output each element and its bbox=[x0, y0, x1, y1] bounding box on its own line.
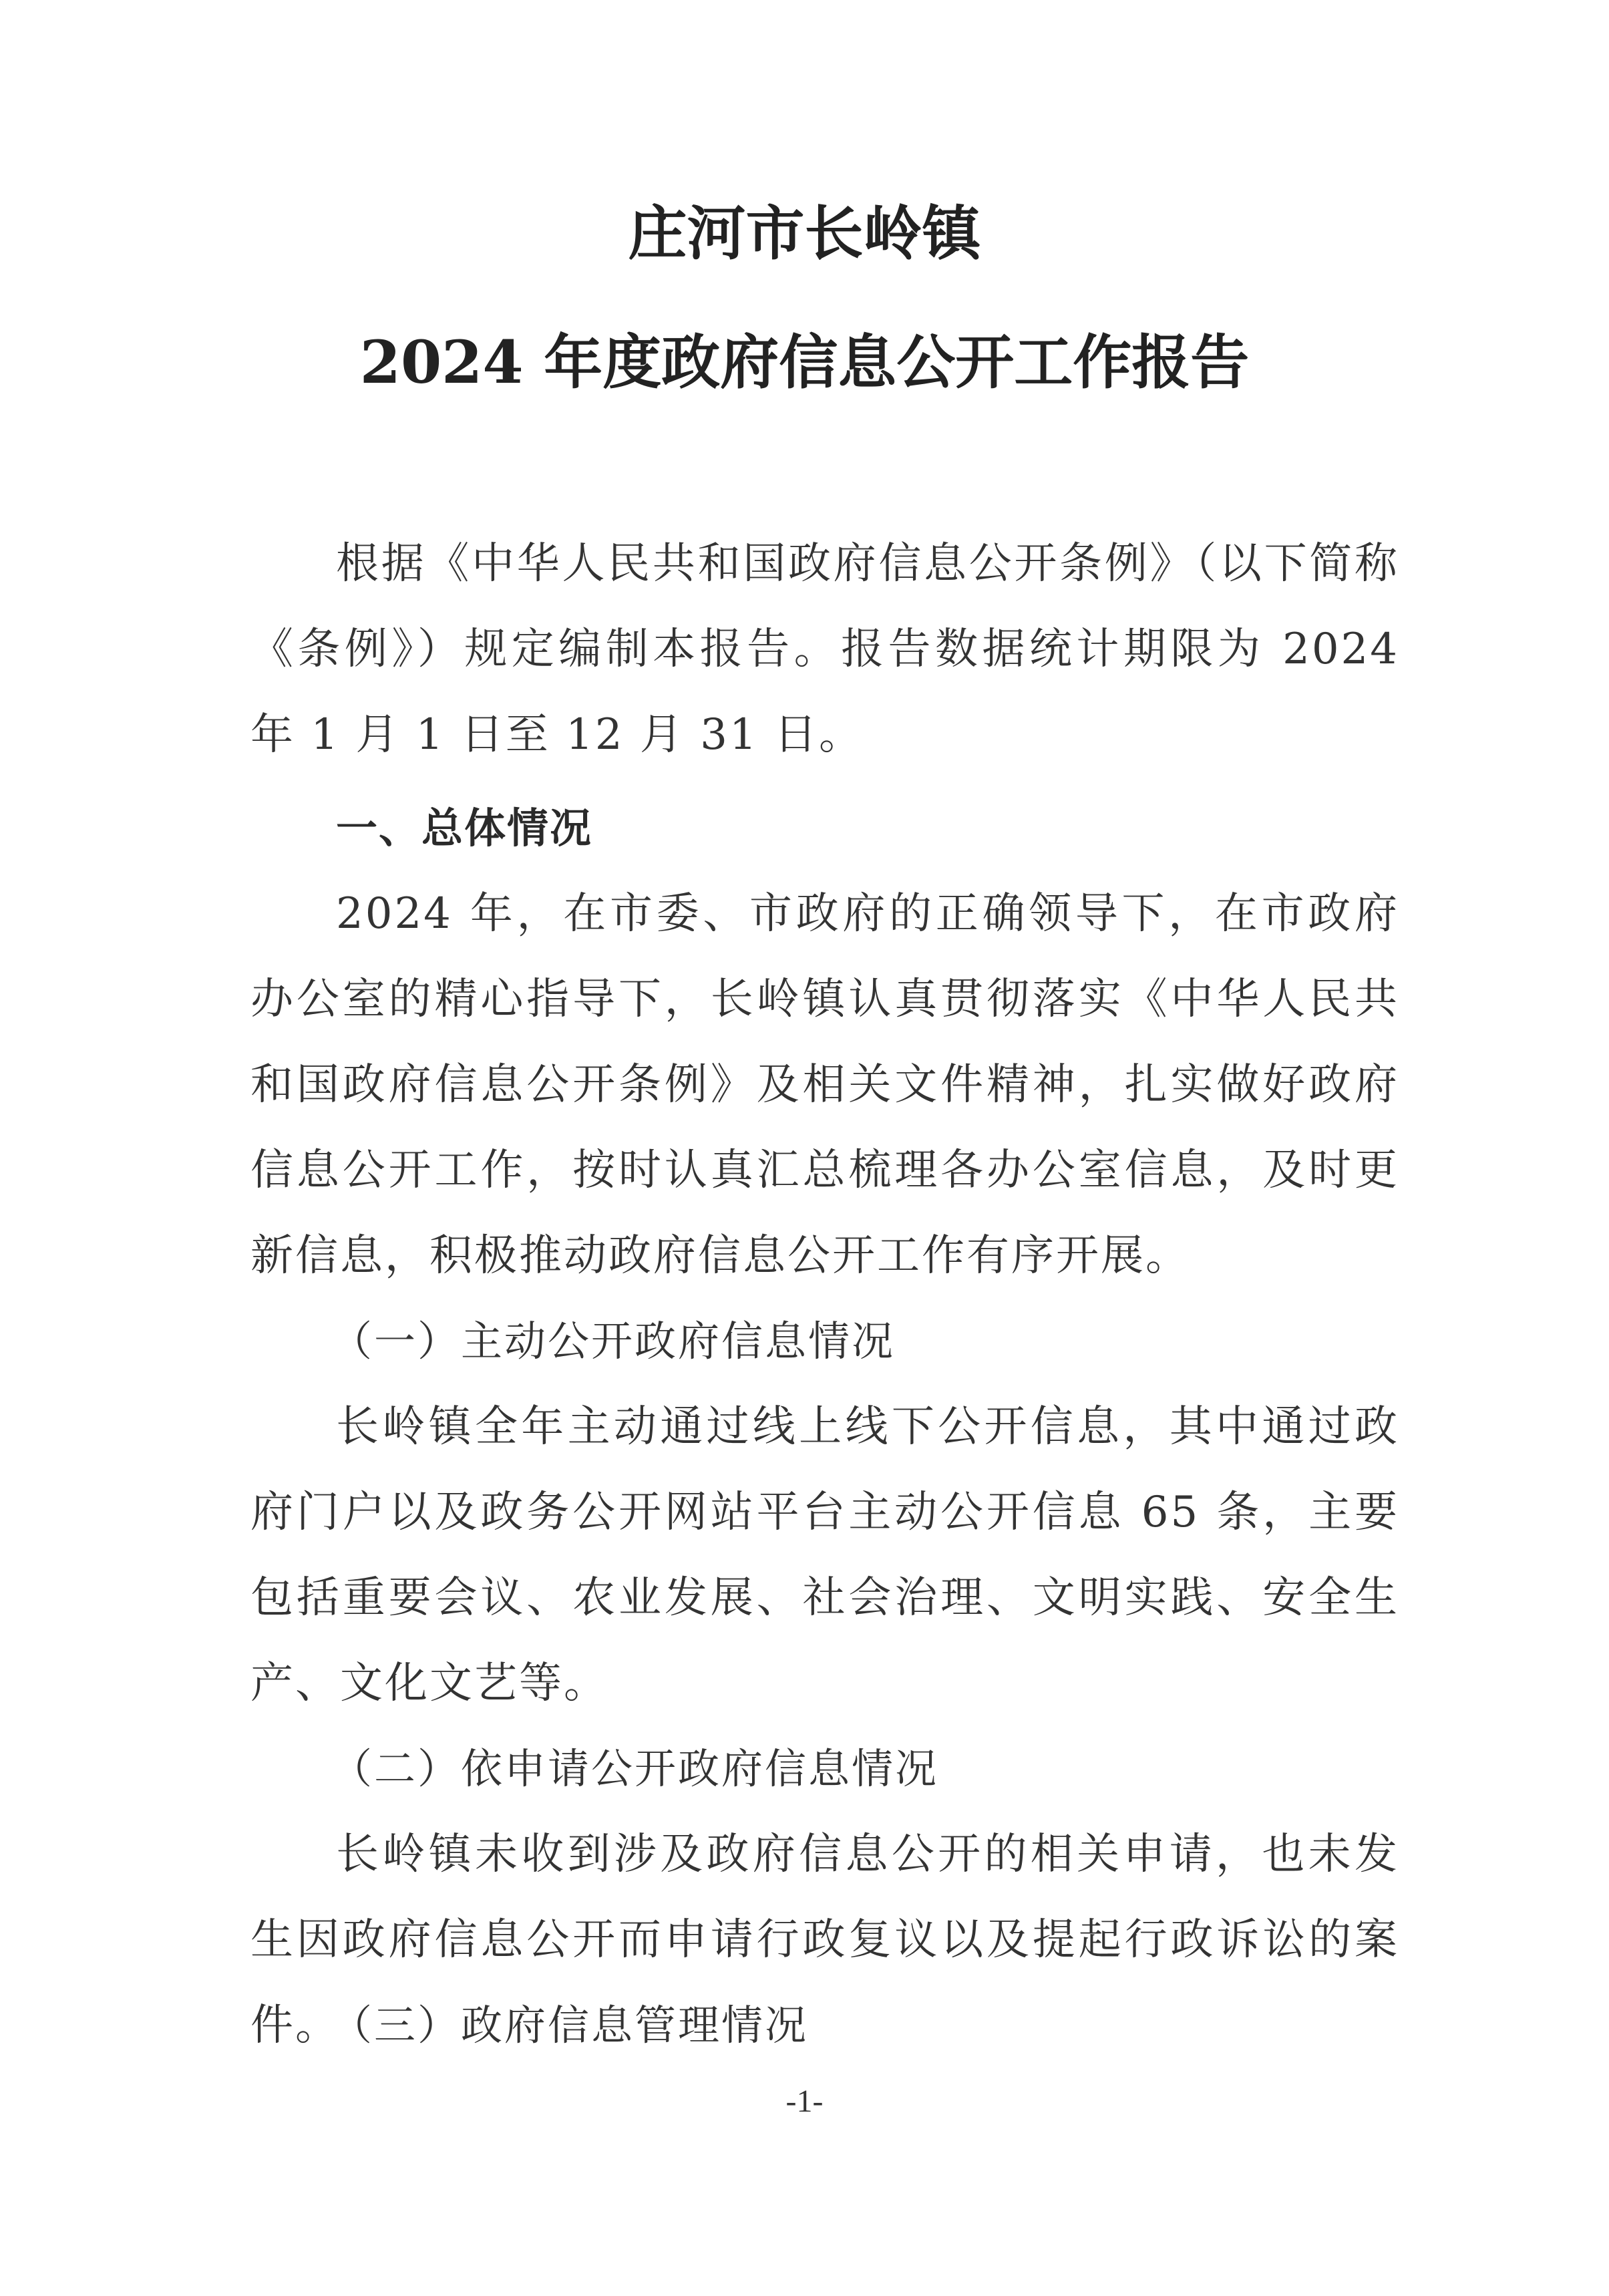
sub1-heading: （一）主动公开政府信息情况 bbox=[331, 1317, 896, 1365]
document-title-line2: 2024 年度政府信息公开工作报告 bbox=[359, 327, 1250, 397]
section1-paragraph: 2024 年，在市委、市政府的正确领导下，在市政府办公室的精心指导下，长岭镇认真贯彻落实《中华人民共和国政府信息公开条例》及相关文件精神，扎实做好政府信息公开工作，按时认真汇总梳理各办公室信息，及时更新信息，积极推动政府信息公开工作有序开展。 bbox=[250, 889, 1399, 1281]
sub2-paragraph: 长岭镇未收到涉及政府信息公开的相关申请，也未发生因政府信息公开而申请行政复议以及提起行政诉讼的案件。 bbox=[250, 1830, 1399, 2050]
sub1-paragraph: 长岭镇全年主动通过线上线下公开信息，其中通过政府门户以及政务公开网站平台主动公开信息 65 条，主要包括重要会议、农业发展、社会治理、文明实践、安全生产、文化文艺等。 bbox=[250, 1402, 1399, 1708]
sub3-heading: （三）政府信息管理情况 bbox=[331, 2001, 809, 2049]
document-title-line1: 庄河市长岭镇 bbox=[628, 198, 981, 268]
intro-paragraph: 根据《中华人民共和国政府信息公开条例》（以下简称《条例》）规定编制本报告。报告数据统计期限为 2024 年 1 月 1 日至 12 月 31 日。 bbox=[250, 539, 1399, 760]
section1-heading: 一、总体情况 bbox=[336, 804, 593, 852]
sub2-heading: （二）依申请公开政府信息情况 bbox=[331, 1744, 939, 1793]
page-number: -1- bbox=[785, 2084, 824, 2119]
